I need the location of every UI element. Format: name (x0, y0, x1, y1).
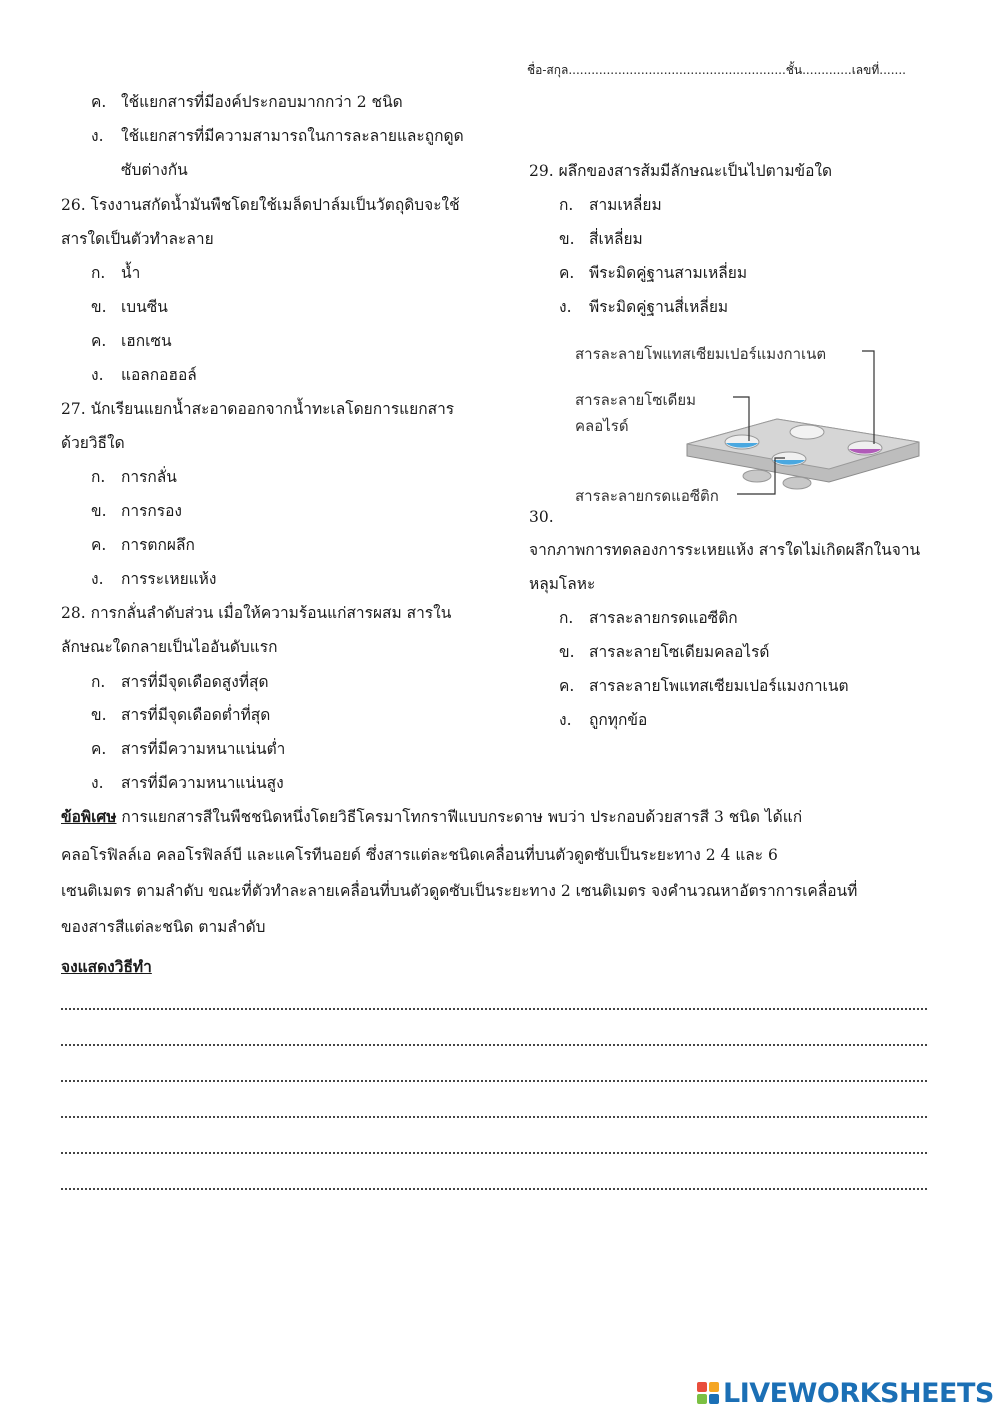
q30-number: 30. (529, 508, 554, 526)
logo-icon (697, 1382, 719, 1404)
bonus-line-4: ของสารสีแต่ละชนิด ตามลำดับ (61, 918, 266, 936)
answer-line-1[interactable] (61, 1008, 927, 1010)
q25-option-d-wrap: ซับต่างกัน (121, 161, 188, 179)
q30-option-d[interactable]: ง. ถูกทุกข้อ (559, 711, 648, 729)
dish-well-bottom (783, 477, 811, 489)
liveworksheets-logo[interactable] (697, 1375, 994, 1411)
bonus-line-1: ข้อพิเศษ การแยกสารสีในพืชชนิดหนึ่งโดยวิธีโครมาโทกราฟีแบบกระดาษ พบว่า ประกอบด้วยสารสี 3 ชนิด ได้แก่ (61, 807, 803, 826)
q27-option-d[interactable]: ง. การระเหยแห้ง (91, 570, 217, 588)
q27-option-b[interactable]: ข. การกรอง (91, 502, 183, 520)
q29-option-d[interactable]: ง. พีระมิดคู่ฐานสี่เหลี่ยม (559, 298, 729, 316)
q30-option-b[interactable]: ข. สารละลายโซเดียมคลอไรด์ (559, 643, 770, 661)
bonus-line-2: คลอโรฟิลล์เอ คลอโรฟิลล์บี และแคโรทีนอยด์ ซึ่งสารแต่ละชนิดเคลื่อนที่บนตัวดูดซับเป็นระยะทาง 2 4 และ 6 (61, 846, 778, 864)
bonus-title: ข้อพิเศษ (61, 807, 117, 826)
answer-line-4[interactable] (61, 1116, 927, 1118)
q29-option-a[interactable]: ก. สามเหลี่ยม (559, 196, 662, 214)
label-sodium-chloride-1: สารละลายโซเดียม (575, 388, 696, 412)
work-title: จงแสดงวิธีทำ (61, 957, 152, 976)
q25-option-d[interactable]: ง. ใช้แยกสารที่มีความสามารถในการละลายและถูกดูด (91, 127, 464, 145)
q28-option-d[interactable]: ง. สารที่มีความหนาแน่นสูง (91, 774, 284, 792)
bonus-line-3: เซนติเมตร ตามลำดับ ขณะที่ตัวทำละลายเคลื่อนที่บนตัวดูดซับเป็นระยะทาง 2 เซนติเมตร จงคำนวณหาอัตราการเคลื่อนที่ (61, 882, 858, 900)
q28-option-b[interactable]: ข. สารที่มีจุดเดือดต่ำที่สุด (91, 706, 271, 724)
answer-line-3[interactable] (61, 1080, 927, 1082)
dish-well-bottom (743, 470, 771, 482)
label-acetic-acid: สารละลายกรดแอซีติก (575, 484, 719, 508)
q30-question: จากภาพการทดลองการระเหยแห้ง สารใดไม่เกิดผลึกในจาน (529, 541, 921, 559)
q28-option-a[interactable]: ก. สารที่มีจุดเดือดสูงที่สุด (91, 673, 269, 691)
q27-option-a[interactable]: ก. การกลั่น (91, 468, 177, 486)
q27-question: 27. นักเรียนแยกน้ำสะอาดออกจากน้ำทะเลโดยการแยกสาร (61, 400, 455, 418)
q26-option-b[interactable]: ข. เบนซีน (91, 298, 168, 316)
label-permanganate: สารละลายโพแทสเซียมเปอร์แมงกาเนต (575, 342, 826, 366)
q28-question: 28. การกลั่นลำดับส่วน เมื่อให้ความร้อนแก่สารผสม สารใน (61, 604, 452, 622)
answer-line-5[interactable] (61, 1152, 927, 1154)
q28-question-cont: ลักษณะใดกลายเป็นไออันดับแรก (61, 638, 278, 656)
student-info-line[interactable]: ชื่อ-สกุล.........................................................ชั้น.............เลขที่....... (527, 63, 906, 77)
logo-wordmark: LIVEWORKSHEETS (723, 1377, 994, 1409)
q29-question: 29. ผลึกของสารส้มมีลักษณะเป็นไปตามข้อใด (529, 162, 833, 180)
q30-question-cont: หลุมโลหะ (529, 575, 596, 593)
leader-permanganate (862, 351, 874, 444)
q29-option-c[interactable]: ค. พีระมิดคู่ฐานสามเหลี่ยม (559, 264, 748, 282)
q28-option-c[interactable]: ค. สารที่มีความหนาแน่นต่ำ (91, 740, 286, 758)
q30-option-c[interactable]: ค. สารละลายโพแทสเซียมเปอร์แมงกาเนต (559, 677, 849, 695)
q27-question-cont: ด้วยวิธีใด (61, 434, 125, 452)
q25-option-c[interactable]: ค. ใช้แยกสารที่มีองค์ประกอบมากกว่า 2 ชนิด (91, 93, 403, 111)
q27-option-c[interactable]: ค. การตกผลึก (91, 536, 195, 554)
q26-option-c[interactable]: ค. เฮกเซน (91, 332, 172, 350)
q26-question-cont: สารใดเป็นตัวทำละลาย (61, 230, 214, 248)
q26-question: 26. โรงงานสกัดน้ำมันพืชโดยใช้เมล็ดปาล์มเป็นวัตถุดิบจะใช้ (61, 196, 460, 214)
q29-option-b[interactable]: ข. สี่เหลี่ยม (559, 230, 643, 248)
evaporation-dish-figure (557, 324, 932, 522)
answer-line-6[interactable] (61, 1188, 927, 1190)
q26-option-a[interactable]: ก. น้ำ (91, 264, 141, 282)
answer-line-2[interactable] (61, 1044, 927, 1046)
well-top-right (790, 425, 824, 439)
q26-option-d[interactable]: ง. แอลกอฮอล์ (91, 366, 197, 384)
label-sodium-chloride-2: คลอไรด์ (575, 414, 629, 438)
q30-option-a[interactable]: ก. สารละลายกรดแอซีติก (559, 609, 738, 627)
